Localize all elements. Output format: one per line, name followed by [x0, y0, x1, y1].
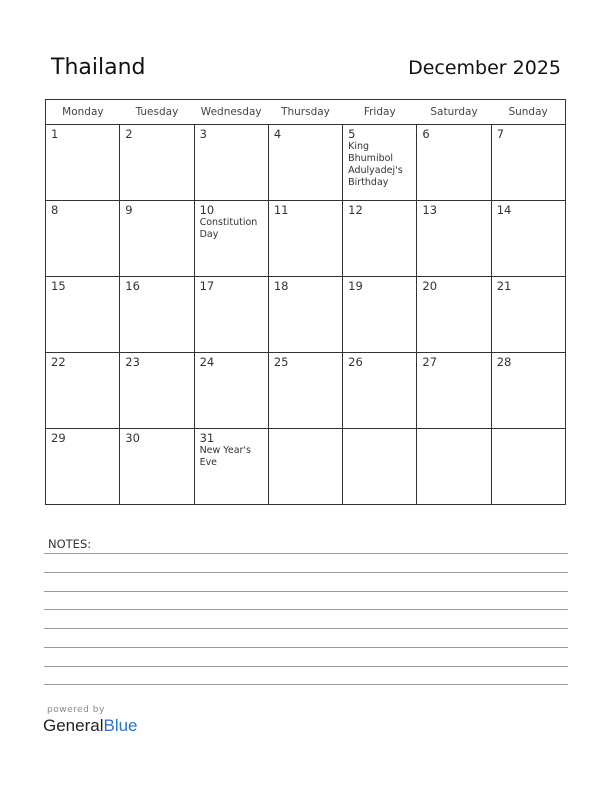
day-cell: [120, 277, 194, 353]
day-number: 16: [125, 279, 140, 293]
brand-general: General: [43, 716, 104, 735]
day-number: 5: [348, 127, 356, 141]
notes-line: [44, 591, 568, 592]
week-row: [46, 429, 566, 505]
day-number: 20: [422, 279, 438, 293]
day-number: 27: [422, 355, 438, 369]
day-cell: [343, 353, 417, 429]
weekday-header: Saturday: [417, 100, 491, 125]
day-cell: [120, 125, 194, 201]
day-cell: [194, 429, 268, 505]
day-number: 25: [273, 355, 289, 369]
day-cell: [194, 353, 268, 429]
day-cell: [120, 429, 194, 505]
day-number: 19: [348, 279, 363, 293]
day-cell: [417, 277, 491, 353]
day-number: 28: [496, 355, 512, 369]
notes-line: [44, 553, 568, 554]
weekday-header: Monday: [46, 100, 120, 125]
weekday-header: Friday: [343, 100, 417, 125]
holiday-label: New Year's Eve: [199, 445, 251, 468]
calendar-grid: [45, 99, 566, 505]
day-number: 7: [496, 127, 505, 141]
day-number: 30: [125, 431, 140, 445]
notes-line: [44, 666, 568, 667]
week-row: [46, 277, 566, 353]
day-cell: [268, 201, 342, 277]
weekday-header: Tuesday: [120, 100, 194, 125]
weekday-header: Sunday: [491, 100, 565, 125]
day-cell: [46, 277, 120, 353]
holiday-label: King Bhumibol Adulyadej's Birthday: [348, 141, 403, 188]
day-number: 15: [51, 279, 66, 293]
day-number: 22: [51, 355, 66, 369]
empty-day-cell: [417, 429, 491, 505]
day-cell: [268, 125, 342, 201]
week-row: [46, 353, 566, 429]
day-number: 31: [199, 431, 215, 445]
day-cell: [46, 201, 120, 277]
weekday-header: Wednesday: [194, 100, 268, 125]
day-cell: [491, 125, 565, 201]
notes-label: NOTES:: [48, 537, 92, 551]
day-number: 26: [348, 355, 363, 369]
day-cell: [46, 125, 120, 201]
day-cell: [194, 201, 268, 277]
day-number: 8: [51, 203, 59, 217]
weekday-header: Thursday: [268, 100, 342, 125]
day-cell: [417, 353, 491, 429]
day-number: 12: [348, 203, 363, 217]
calendar-body: [46, 125, 566, 505]
brand-logo[interactable]: [43, 716, 138, 736]
day-number: 10: [199, 203, 215, 217]
day-number: 24: [199, 355, 215, 369]
day-number: 4: [273, 127, 282, 141]
month-year-title: December 2025: [408, 57, 561, 79]
day-cell: [343, 277, 417, 353]
empty-day-cell: [491, 429, 565, 505]
day-number: 14: [496, 203, 512, 217]
day-cell: [417, 201, 491, 277]
day-number: 11: [273, 203, 289, 217]
day-cell: [194, 125, 268, 201]
notes-line: [44, 572, 568, 573]
empty-day-cell: [268, 429, 342, 505]
day-cell: [491, 277, 565, 353]
day-number: 23: [125, 355, 140, 369]
day-number: 1: [51, 127, 59, 141]
day-cell: [417, 125, 491, 201]
day-cell: [194, 277, 268, 353]
day-cell: [46, 353, 120, 429]
powered-by-text: powered by: [47, 705, 105, 715]
day-number: 2: [125, 127, 133, 141]
day-number: 6: [422, 127, 430, 141]
day-number: 9: [125, 203, 133, 217]
week-row: [46, 201, 566, 277]
empty-day-cell: [343, 429, 417, 505]
day-cell: [343, 125, 417, 201]
day-number: 18: [273, 279, 289, 293]
day-number: 3: [199, 127, 207, 141]
notes-line: [44, 647, 568, 648]
country-title: Thailand: [51, 55, 146, 80]
day-cell: [491, 201, 565, 277]
day-number: 21: [496, 279, 512, 293]
day-cell: [46, 429, 120, 505]
day-cell: [120, 201, 194, 277]
day-number: 29: [51, 431, 66, 445]
notes-line: [44, 609, 568, 610]
day-number: 17: [199, 279, 215, 293]
day-cell: [120, 353, 194, 429]
day-cell: [268, 277, 342, 353]
holiday-label: Constitution Day: [199, 217, 258, 240]
brand-blue: Blue: [103, 716, 138, 735]
day-cell: [268, 353, 342, 429]
notes-line: [44, 628, 568, 629]
day-cell: [491, 353, 565, 429]
week-row: [46, 125, 566, 201]
day-number: 13: [422, 203, 438, 217]
weekday-header-row: [46, 100, 566, 125]
notes-line: [44, 684, 568, 685]
day-cell: [343, 201, 417, 277]
